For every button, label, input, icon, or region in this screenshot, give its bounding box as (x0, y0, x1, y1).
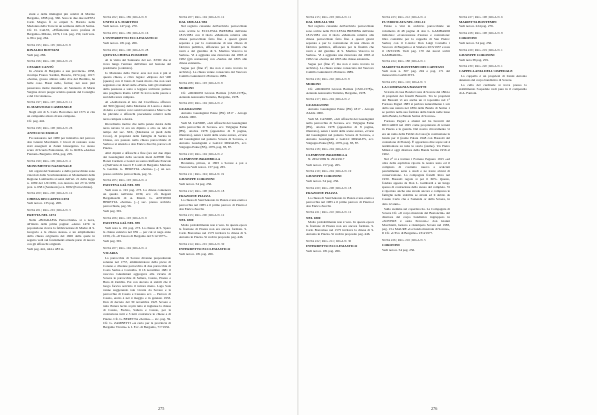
note-header: NOTA 203 | PAG. 189 | RIGA N. 16 (103, 31, 149, 36)
note-paragraph: Antonio Guadagnini Esine (BS) 1817 - Arrogn d'Adda 1900. (179, 111, 247, 120)
note-reference: Vedi nota n. 54 pag. 256. (179, 181, 212, 186)
note-title: IL MAESTOSO CAMPANILE (27, 105, 72, 110)
note-header: NOTA 207 | PAG. 194 | RIGA N. 4 (103, 245, 147, 250)
right-column-1 (306, 12, 374, 404)
note-header: NOTA 199 | PAG. 199 | RIGA N. 4 (27, 158, 71, 163)
note-reference: Vedi nota n. 54 pag. 256. (306, 179, 339, 184)
note-header: NOTA 205 | PAG. 193 | RIGA N. 4 (103, 178, 147, 183)
left-column-3 (179, 12, 247, 404)
note-title: QUESTA CHIESA POSSIEDE (103, 52, 148, 57)
note-header: NOTA 220 | PAG. 208 | RIGA N. 18 (306, 185, 352, 190)
note-title: INTERDETTO ECCLESIASTICO (179, 247, 231, 252)
note-header: NOTA 195 | PAG. 195 | RIGA N. 8 (27, 42, 71, 47)
note-paragraph: Gli organi del Santuario e della parrocchiale sono vincolati dalla Sovrintendenza ai Monumenti della Regione Lombardia si sensi dell'art. 21 della legge n. 1089 del 1/6/1939, con decreto del 27/11/1959 prot. n. 6581 (Santuario) e n. 6582 (Parrocchiale). (27, 168, 95, 189)
note-header: NOTA 221 | PAG. 210 | RIGA N. 12 (306, 210, 352, 215)
note-title: CHIESA DEI CAPPUCCINI (27, 196, 70, 201)
note-header: NOTA 204 | PAG. 190 | RIGA N. 28 (103, 47, 149, 52)
note-paragraph: Cfr. «MORONI Giovan Battista (1520-1578)», Azienda Autonoma Turismo, Bergamo, 1978. (179, 90, 247, 99)
note-paragraph: Molto probabilmente non è vero. In questa epoca la frazione di Piazza non era ancora formata. S. Carlo Borromeo nel 1575 invitava la chiesa di S. Antonio in Piazza. Si vedi in proposito pag. 446. (306, 220, 374, 237)
note-header: NOTA 197 | PAG. 197 | RIGA N. 11 (27, 100, 73, 105)
note-paragraph: In «Storia di Bergamo e sua provincia» 1858, ricompa Franco Sardini, Brescia, 1974 pag. 1017: «Serina, grosso abitato sulle rive del Brembo, ha belle cose. Bassi nelle, fucine; nei suoi pini passavano molte mandrie. Al Santuario di Maria Vergine dovrò pregar sciabio quando del Consiglio e del Circolanteo». (27, 69, 95, 98)
note-header: NOTA 230 | PAG. 220 | RIGA N. 1 (459, 64, 503, 69)
note-paragraph: Negli atti di S. Carlo Borromeo del 1575 si cita un campanile alzato di una campana. (27, 110, 95, 119)
note-paragraph: Esiste a vini in archivio parrocchiale un volumetto di 48 pagine di don L. GAMBARDI intitolato: «Concessione d'autore e costruzione: libro contabile per la cappella di San Pietro: Serina; con il C.ntola: Don Luigi Cornella i Vescovo di Bergamo e al Sindaco 20/3/1937 e nota il 18/3/1938. Vedi pag. 170 dei nuovi scritti GAMBARDI». (382, 24, 450, 57)
note-paragraph: Molto probabilmente non è vero. In questa epoca la frazione di Piazza non era ancora formata. S. Carlo Borromeo nel 1575 invitava la chiesa di S. Antonio in Piazza. Si vedi in proposito pag. 446. (179, 223, 247, 240)
note-header: NOTA 214 | PAG. 201 | RIGA N. 30 (179, 241, 225, 246)
note-title: CAPPELLANIA DELL'OSPEDALE (459, 69, 513, 74)
note-paragraph: La chiesa di Sant'Antonio in Piazza è una eretta a parrocchia nel 1983 e il primo parroco di Piazza è don Enrico Zucchi. (179, 198, 247, 211)
note-reference: Vedi note n. 307 pag. 294 e pag. 171 del manoscritto GANCITTI. (382, 69, 450, 78)
note-title: NEL 1800 (306, 215, 321, 220)
note-title: CLEMENTE BRAMBILLA (306, 152, 348, 157)
note-title: ERETTA NEL 1474 (27, 213, 56, 218)
note-paragraph: Nella «BOGRAFIA Parrocchiale» si a nova, all'inizio della prima pagina: «Anno 1474: la popolazione riceve la fabbricazione di Madre di S. Gregorio e la chiesa stessa» e un ampliamento della chiesa originaria del 1606 della quale in seguito vedi sui fondamenti attuale parte di nuovo con gli affreschi originali. (27, 217, 95, 247)
note-header: NOTA 196 | PAG. 196 | RIGA N. 21 (27, 59, 73, 64)
note-reference: Vedi nota 38 pag. 259. (459, 57, 489, 62)
note-header: NOTA 227 | PAG. 198 | RIGA N. 6 (459, 14, 503, 19)
note-title: RINALDO BOTTANI (27, 48, 60, 53)
note-paragraph: N. 2652/1869 N. 29/4/1917 (308, 157, 345, 162)
note-reference: Vedi pag. 286. (27, 52, 47, 57)
left-column-1 (27, 12, 95, 404)
note-header: NOTA 208 | PAG. 193 | RIGA N. 8 (179, 80, 223, 85)
note-title: MONUMENTO NAZIONALE (27, 163, 72, 168)
note-paragraph: Ricordiamo inoltre che nella parete destra della terza navata vi era un dipinto a olio su tela di tempo del sec. XIX, (Madonna ai piedi della Croce), di proprietà della famiglia di Serina in Chiesa, ora passato nella chiesa parrocchiale di Serina e si attendo a don Enrico Zucchi, parroco di Piazza. (103, 121, 171, 151)
note-title: ANTICO SCUROLO (27, 131, 59, 136)
note-header: NOTA 217 | PAG. 204 | RIGA N. 2 (306, 97, 350, 102)
note-title: CESARE CANTÙ (27, 64, 54, 69)
note-paragraph: Vedi nota n. 191 pag. 273. La chiesa di S. Sparo la chiesa esisteva nel 959 ... per cui si nega anno 1039, cfr. «Il Tesoro di Bergamo del 5/12/1977». (103, 225, 171, 239)
note-title: GIUSEPPE CORONINI (459, 52, 495, 57)
note-header: NOTA 210 | PAG. 194 | RIGA N. 2 (179, 151, 223, 156)
note-paragraph: La parrocchia di Sovere divenne prepositurale solenne nel 1757, amministratore della pieve di Conano e divenne parrocchia di due parrocchie di Costa Serina e Cornalba. Il 16 novembre 1681 il vescovo Giustiniani aggregava alla vicaria di Sovere le parrocchie di Saliera, Cassio, Piazzo e Bura di Zambla. Poi con decreto si stabilì che il luogo faceva servizio il tuttora meno. Laga Sola venne suggerendo tale vicaria da Sovere e la parrocchie di Cassio e Cassano ecc. ... Parroco di Cassio, eretto è nel 4 maggio e in gennaio 1933. Don di decreto del 30 novembre 1925 Sovere e tutta l'intera lecito si più tutto si ingiunse la chiesa di Cassio, Fucino, Saliera e Cassio, per la costruzione tutti e 3 tutti costruisce le chiese e di Piazze. Cfr. G. BERETTA «Serina» ... sic. pag. 59. Cfr. G. ZAMBETTI «A certo per la provincia di Bergamo Vicaria» n. I. Ecc. di Bergamo, 7/7/1932. (103, 255, 171, 329)
note-paragraph: Nel registro catastale dell'archivio parrocchiale sono scritte nelle ECCLESIA BREMBA dell'anno 1815/1881 con il titolo «Memoria relativa alla chiesa parrocchiale fatto fino a questi giorni separata e per la costruzione di una chiesa di fabbrica pubblica, affiancata per la finalità che verrà e dal giardino di S. Martino Vescovo in Serina». Vi è aggiunta una rinnovata dal 1893 al 1982 con «Serina dal 1805 alle chiese esistenti». (306, 24, 374, 61)
right-column-3 (459, 12, 527, 404)
note-paragraph: Fu restaurato nel 1980 per iniziativa del parroco don Gianni Morchietti. I lavori di restauro sono stati assegnati ai Zanni Giuseppino. Lo stesso scuro di Scuola Fantoniana, cfr. G. ROTA «Andrea Fantoni» Bergamo 1934, pag. 205. (27, 135, 95, 157)
note-title: CLEMENTE BRAMBILLA (179, 156, 221, 161)
right-page (299, 0, 597, 415)
note-paragraph: Vedi nota n. 191 pag. 273. La chiesa conteneva un quadro nell'anno 1039, ecc. cfr. Regesti Bergamaschi di A. Mazzi. G. ANTONIO BERETTA «Serina» [...] sec. presso archivio parrocchiale, pag. 56. (103, 188, 171, 209)
note-reference: Vedi nota n. 181 pag. 266. (103, 40, 138, 45)
note-title: L'INTERDETTO ECCLESIASTICO (103, 36, 158, 41)
note-reference: Vedi pag. 391. (103, 209, 123, 214)
note-header: NOTA 209 | PAG. 194 | RIGA N. 2 (179, 101, 223, 106)
note-title: MARIETTA BONTEMPI DEI CAPITANI (382, 64, 444, 69)
note-title: FRAZIONE PIAZZA (179, 193, 211, 198)
note-reference: Vedi nota n. 54 pag. 256. (459, 40, 492, 45)
note-paragraph: Al «Addolorata al lato del Crocifisso» affresco del '600 (ignoto) della Madonna di Loreto a destra di detto e cornice con i santi Giovanni e Marco che ha pluviale e affreschi precedente relativi nella terza campata a destra. (103, 100, 171, 121)
note-reference: Cfr. pag. 442. (27, 119, 46, 124)
note-title: FU EDIFICATA NEL 1911-12 (382, 19, 426, 24)
note-title: ESISTEVA GIÀ NEL 959 (103, 183, 140, 188)
note-paragraph: Antonio Guadagnini Esine (BS) 1817 - Arrogn d'Adda 1900. (306, 107, 374, 116)
note-reference: Vedi nota n. 224 pag. 276. (459, 24, 494, 29)
note-paragraph: ziani e delle immagini più celebri di Marino Bergamo, 1898 pag. 360. Sono le due due nell'851 Carlo Magno fi ce eripuit S. Bartolo nella Madonna della Torre in un sermone della di Serina. Cfr. D. CALVI, «Effemeride sacro profana di Bergamo» Milano, 1676, I vol. pag. 159, vedi vers. n. 86 a pag. 264. (27, 12, 95, 41)
note-paragraph: Vedi M. CANDIE, «Gli affreschi dei Guadagnini nella parrocchia di Sovere» ecc. Valgugna Esine (BS), ottobre 1978 (appendice di 8 pagine, illustrato), senza i nomi delle scene autore, «L'arte del Guadagnini nel palazzo Sovere di Sovere», e Antonio Guadagnini e GALLI MIRALES, ecc. Valgugna Esine (BS), 1979, pag. 83, 87. (179, 120, 247, 149)
note-header: NOTA 216 | PAG. 202 | RIGA N. 8 (306, 76, 350, 81)
note-title: GUADAGNINI (306, 102, 329, 107)
note-header: NOTA 225 | PAG. 116 | RIGA N. 3 (382, 80, 426, 84)
note-title: CORONINI (382, 242, 400, 247)
note-title: VICARIA (103, 251, 118, 256)
note-header: NOTA 222 | PAG. 211 | RIGA N. 30 (306, 238, 352, 243)
note-header: NOTA 223 | PAG. 212 | RIGA N. 4 (382, 14, 426, 19)
note-reference: Vedi nota n. 157 pag. 265. (306, 162, 341, 167)
note-paragraph: Nel 2° si a trattare i Fornaso Peguero 1915 «ed oltre della esplicitas riporta la nostra testo ed il compiuto di costrutto nuovo a scalciati parzialmente serie a studi e ne trarre alcuni di conservazione. La compagnia fratelli Rota nel 1930. Bassotti regola si poi il 60%. Questo, fondata appena da Don L. Gambardi e un lungo spesso di costruzione dello stesso del completo. Vi è riportato anche una strada ancora e compresa le famiglie nello stabilite se alcuni ed il debito da Casuto Carlo che e l'azienda or della Sovere, in data 12 anni». (382, 157, 450, 206)
note-header: NOTA 207 | PAG. 194 | RIGA N. 12 (179, 14, 225, 19)
note-title: INTERDETTO ECCLESIASTICO (306, 244, 358, 249)
note-header: NOTA 211 | PAG. 194 | RIGA N. 19 (179, 172, 225, 177)
note-title: MORONI (179, 86, 194, 91)
note-header: NOTA 229 | PAG. 219 | RIGA N. 1 (459, 47, 503, 52)
right-column-2 (382, 12, 450, 404)
note-title: ESISTEVA GIÀ NEL 959 (103, 221, 140, 226)
note-paragraph: Cfr. «MORONI Giovan Battista (1520-1578)», Azienda Autonoma Turismo, Bergamo, 1978. (306, 86, 374, 95)
note-reference: Vedi nota n. 181 pag. 266. (179, 251, 214, 256)
note-header: NOTA 200 | PAG. 200 | RIGA N. 12 (27, 191, 73, 196)
note-paragraph: Segue poi (fine 2ª, ma non è stato trovato in archivio). La chiesa venne consacrata dal Vescovo Camillo Guindani il 28 marzo 1889. (179, 66, 247, 79)
note-reference: Vedi nota n. 147 pag. 270. (103, 24, 138, 29)
note-title: GIUSEPPE CORONINI (179, 177, 215, 182)
note-title: LA COMPAGNIA BASSOTTI (382, 85, 427, 90)
note-paragraph: La cella del cardinale si trova presso lo stabilimento l'ospedale vedi pure in il compendio di A. Fantoni. (459, 83, 527, 96)
note-reference: Vedi pag. 441, 444 e 483 ss. (27, 247, 65, 252)
note-title: UNITO A S. MARTINO (103, 19, 139, 24)
note-reference: Vedi pag. 391. (103, 239, 123, 244)
note-header: NOTA 219 | PAG. 204 | RIGA N. 19 (306, 169, 352, 174)
note-paragraph: Altri dipinti e affreschi a fine (ora sul due dipre dei Guadagnini della seconda metà dell'800 fino Bonzi Carmelo e Gonzi su sonno Raffaele Pancole e (Nell'Arte di Gucci F. Ladri di Bergamo Mariano S. Gardini. G. BERETTA «Serina» [...] un sec. presso archivio parrocchiale, pag. 51. (103, 151, 171, 176)
note-title: DAL 1808 ALL'881 (179, 19, 208, 24)
note-title: NEL 1800 (179, 218, 194, 223)
note-title: CORONINI (459, 36, 477, 41)
note-paragraph: Sullo stemma sul copertina ha. La Compagnia di Sovere Cfr. «Il corpo musicale del Bastoncini» del direttore del corpo bandistico ingruppato in «SOVERE è ossia Percorsi»: don Gianni Morchietti, lazzaro e ristampato Sovere nel 1983, pag. 13 e MAURE «La banda musicale di Sovere», Il Cfr. «L'Eco di Bergamo» 23/4/1977. (382, 206, 450, 236)
note-paragraph: Nel registro catastale dell'archivio parrocchiale sono scritte le ECCLESIA BREMBA dell'anno 1815/1881 con il titolo «Memoria relativa alla chiesa parrocchiale fatto fino a questi giorni separata e per la costruzione di una chiesa di fabbrica pubblica, affiancata per la finalità che verrà e dal giardino di S. Martino Vescovo in Serina». Vi è aggiunta una rinnovata dal 1893 al 1982 (già restaurata) con «Serina dal 1805 alle chiese esistenti». (179, 24, 247, 65)
note-header: NOTA 206 | PAG. 193 | RIGA N. 9 (103, 216, 147, 221)
right-page-number: 276 (431, 406, 438, 411)
note-header: NOTA 201 | PAG. 201 | RIGA N. 3 (27, 207, 71, 212)
note-paragraph: Si tratta di casa Bonda Costa di Sovere dal 1864 e di proprietà dei fratelli Bassotti. Tra le proprietà dei Bassotti vi era anche un ri toponimo nel 1° Fornaso Peguri 1883 si parlava naturalmente 1 scn della sua natura nel 1884 della Banda di Serina 1 se partiva nella sua formata della banda nelle lasse della Banda, la Banda Serina di Sovere». (382, 89, 450, 119)
note-paragraph: Fornaso Peguri e alunni sul ha brevetti dal RICCARDI nel 1925 come proprietario di terreni in Piazza e la guarda. Dal nostro ritrovamento vi era un ramo della Fabbri da Casa (la costituzione la banda per il (nome Palaia 1948 con Bassotti del costuzione di Piazza). È opportuno dire sopre sul 4 testimoniare su tutte le storia (siamo). Un Pietro Milesi è oggi direttore della Banda Serina 1956 al 1962. (382, 119, 450, 156)
note-header: NOTA 224 | PAG. 188 | RIGA N. 1 (382, 59, 426, 64)
note-title: MARIETTA BONTEMPI (459, 19, 497, 24)
note-reference: Vedi nota n. 135 pag. 268. (27, 201, 62, 206)
note-header: NOTA 202 | PAG. 189 | RIGA N. 8 (103, 14, 147, 19)
note-header: NOTA 218 | PAG. 204 | RIGA N. 2 (306, 147, 350, 152)
note-title: GUADAGNINI (179, 106, 202, 111)
note-title: FRAZIONE PIAZZA (306, 190, 338, 195)
note-header: NOTA 228 | PAG. 198 | RIGA N. 8 (459, 31, 503, 36)
note-header: NOTA 213 | PAG. 200 | RIGA N. 12 (179, 213, 225, 218)
left-page (0, 0, 298, 415)
note-header: NOTA 226 | PAG. 216 | RIGA N. 5 (382, 237, 426, 242)
left-column-2 (103, 12, 171, 404)
note-header: NOTA 212 | PAG. 198 | RIGA N. 18 (179, 188, 225, 193)
note-header: NOTA 215 | PAG. 203 | RIGA N. 11 (306, 14, 352, 19)
note-reference: Vedi nota n. 54 pag. 256. (382, 247, 415, 252)
note-title: DAL 1808 ALL'881 (306, 19, 335, 24)
note-reference: Vedi nota n. 181 pag. 266. (306, 248, 341, 253)
note-title: GIUSEPPE CORONINI (306, 174, 342, 179)
note-header: NOTA 198 | PAG. 198 | RIGA N. 26 (27, 126, 73, 131)
note-paragraph: Vedi M. CANDIE, «Gli affreschi dei Guadagnini nella parrocchia di Sovere» ecc. Valgugna Esine (BS), ottobre 1978 (appendice di 8 pagine, illustrato), senza i nomi delle scene autore, «L'arte del Guadagnini nel palazzo Sovere di Sovere», e Antonio Guadagnini e GALLI MIRALES, ecc. Valgugna Esine (BS), 1979, pag. 83, 87. (306, 116, 374, 145)
note-paragraph: La cappella è un proprietà di Zanni Antonio detenuto del corpo bandistico di Sovere. (459, 74, 527, 83)
note-paragraph: Io Madonna della Neve: eras noi non è più si questa chiesa, e clivo legato: «Riposo del '400 (questo) con il busto di Gesù morto che non sarà segnalato con diceri sulle «Pietà» tutti gli strumenti della passione e sotto a leggere scrittura: pulisce una preghiera Roma 1459! Si trova nella parete a sud della terza campata. (103, 70, 171, 100)
note-paragraph: La chiesa di Sant'Antonio in Piazza è una eretta a parrocchia nel 1983 e il primo parroco di Piazza è don Enrico Zucchi. (306, 195, 374, 208)
note-paragraph: Segue poi (fine 2ª, ma non è stato trovato in archivio). La chiesa venne consacrata dal Vescovo Camillo Guindani il 28 marzo 1889. (306, 62, 374, 75)
note-paragraph: Bronzista, pittore, si 1803 a Sovere e poi a Trescore Vedi nota n. 157 pag. 265. (179, 161, 247, 170)
left-page-number: 275 (158, 406, 165, 411)
note-title: MORONI (306, 82, 321, 87)
note-paragraph: Al la visita del Santuario del sec. XVIII che si trova lungo l'entrare dell'altare sul bastone del presbiterio (a sinistra). (103, 57, 171, 70)
